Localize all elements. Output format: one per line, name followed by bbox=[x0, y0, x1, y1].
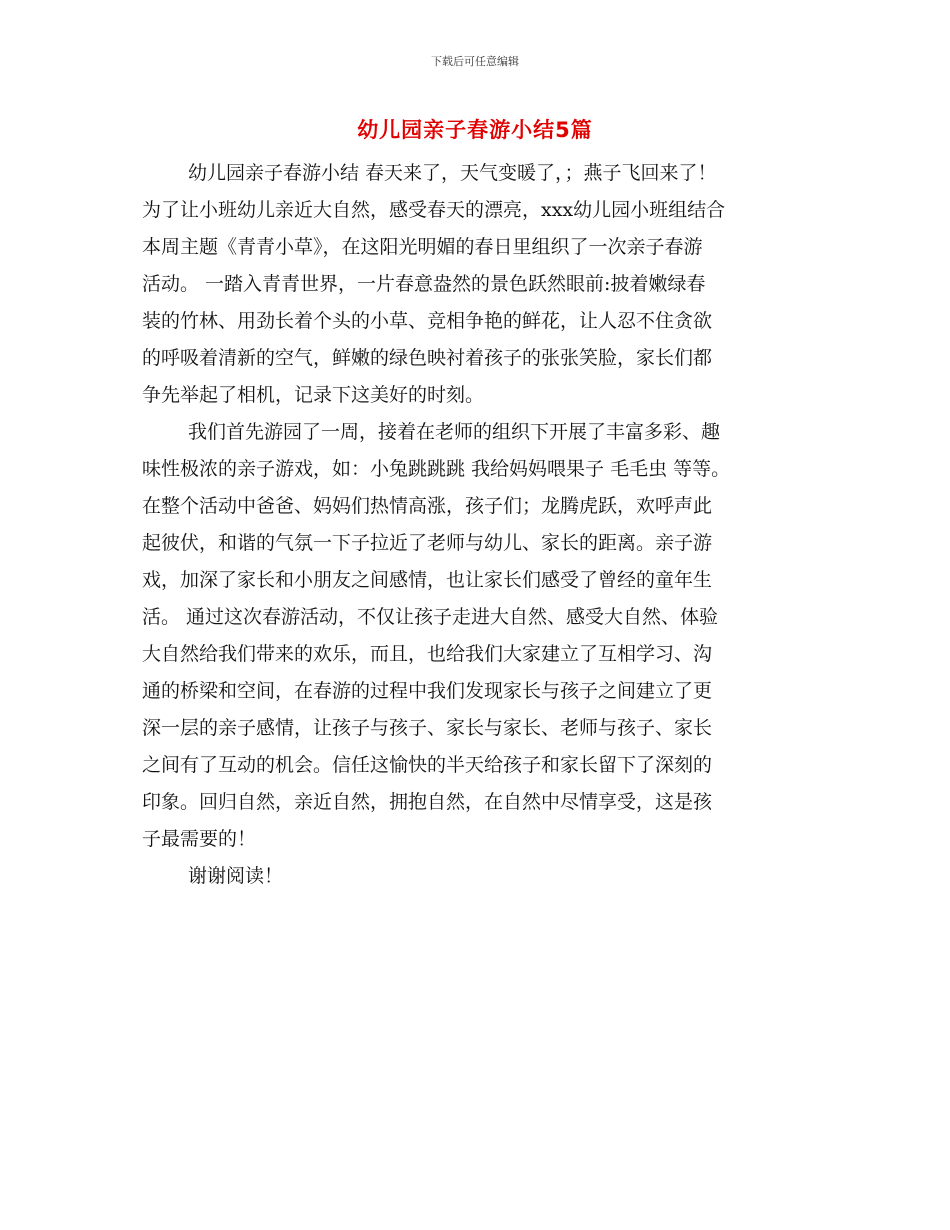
body-line: 起彼伏，和谐的气氛一下子拉近了老师与幼儿、家长的距离。亲子游 bbox=[142, 532, 713, 554]
body-line: 我们首先游园了一周，接着在老师的组织下开展了丰富多彩、趣 bbox=[188, 421, 721, 443]
header-note: 下载后可任意编辑 bbox=[431, 55, 519, 68]
body-line: 争先举起了相机，记录下这美好的时刻。 bbox=[142, 384, 485, 406]
body-line: 味性极浓的亲子游戏，如：小兔跳跳跳 我给妈妈喂果子 毛毛虫 等等。 bbox=[142, 458, 731, 480]
body-line: 在整个活动中爸爸、妈妈们热情高涨，孩子们；龙腾虎跃，欢呼声此 bbox=[142, 495, 713, 517]
body-line: 戏，加深了家长和小朋友之间感情，也让家长们感受了曾经的童年生 bbox=[142, 569, 713, 591]
document-title: 幼儿园亲子春游小结5篇 bbox=[357, 118, 593, 142]
body-line: 通的桥梁和空间，在春游的过程中我们发现家长与孩子之间建立了更 bbox=[142, 680, 713, 702]
body-line: 谢谢阅读！ bbox=[188, 865, 284, 887]
body-line: 之间有了互动的机会。信任这愉快的半天给孩子和家长留下了深刻的 bbox=[142, 754, 713, 776]
body-line: 装的竹林、用劲长着个头的小草、竞相争艳的鲜花，让人忍不住贪欲 bbox=[142, 310, 713, 332]
body-line: 活动。 一踏入青青世界，一片春意盎然的景色跃然眼前:披着嫩绿春 bbox=[142, 273, 706, 295]
body-line: 为了让小班幼儿亲近大自然，感受春天的漂亮，xxx幼儿园小班组结合 bbox=[142, 199, 726, 221]
body-line: 子最需要的！ bbox=[142, 828, 257, 850]
body-line: 印象。回归自然，亲近自然，拥抱自然，在自然中尽情享受，这是孩 bbox=[142, 791, 713, 813]
document-body bbox=[142, 160, 822, 900]
body-line: 本周主题《青青小草》，在这阳光明媚的春日里组织了一次亲子春游 bbox=[142, 236, 703, 258]
body-line: 大自然给我们带来的欢乐，而且，也给我们大家建立了互相学习、沟 bbox=[142, 643, 713, 665]
body-line: 活。 通过这次春游活动，不仅让孩子走进大自然、感受大自然、体验 bbox=[142, 606, 719, 628]
body-line: 深一层的亲子感情，让孩子与孩子、家长与家长、老师与孩子、家长 bbox=[142, 717, 713, 739]
body-line: 幼儿园亲子春游小结 春天来了，天气变暖了，；燕子飞回来了！ bbox=[188, 162, 717, 184]
body-line: 的呼吸着清新的空气，鲜嫩的绿色映衬着孩子的张张笑脸，家长们都 bbox=[142, 347, 713, 369]
